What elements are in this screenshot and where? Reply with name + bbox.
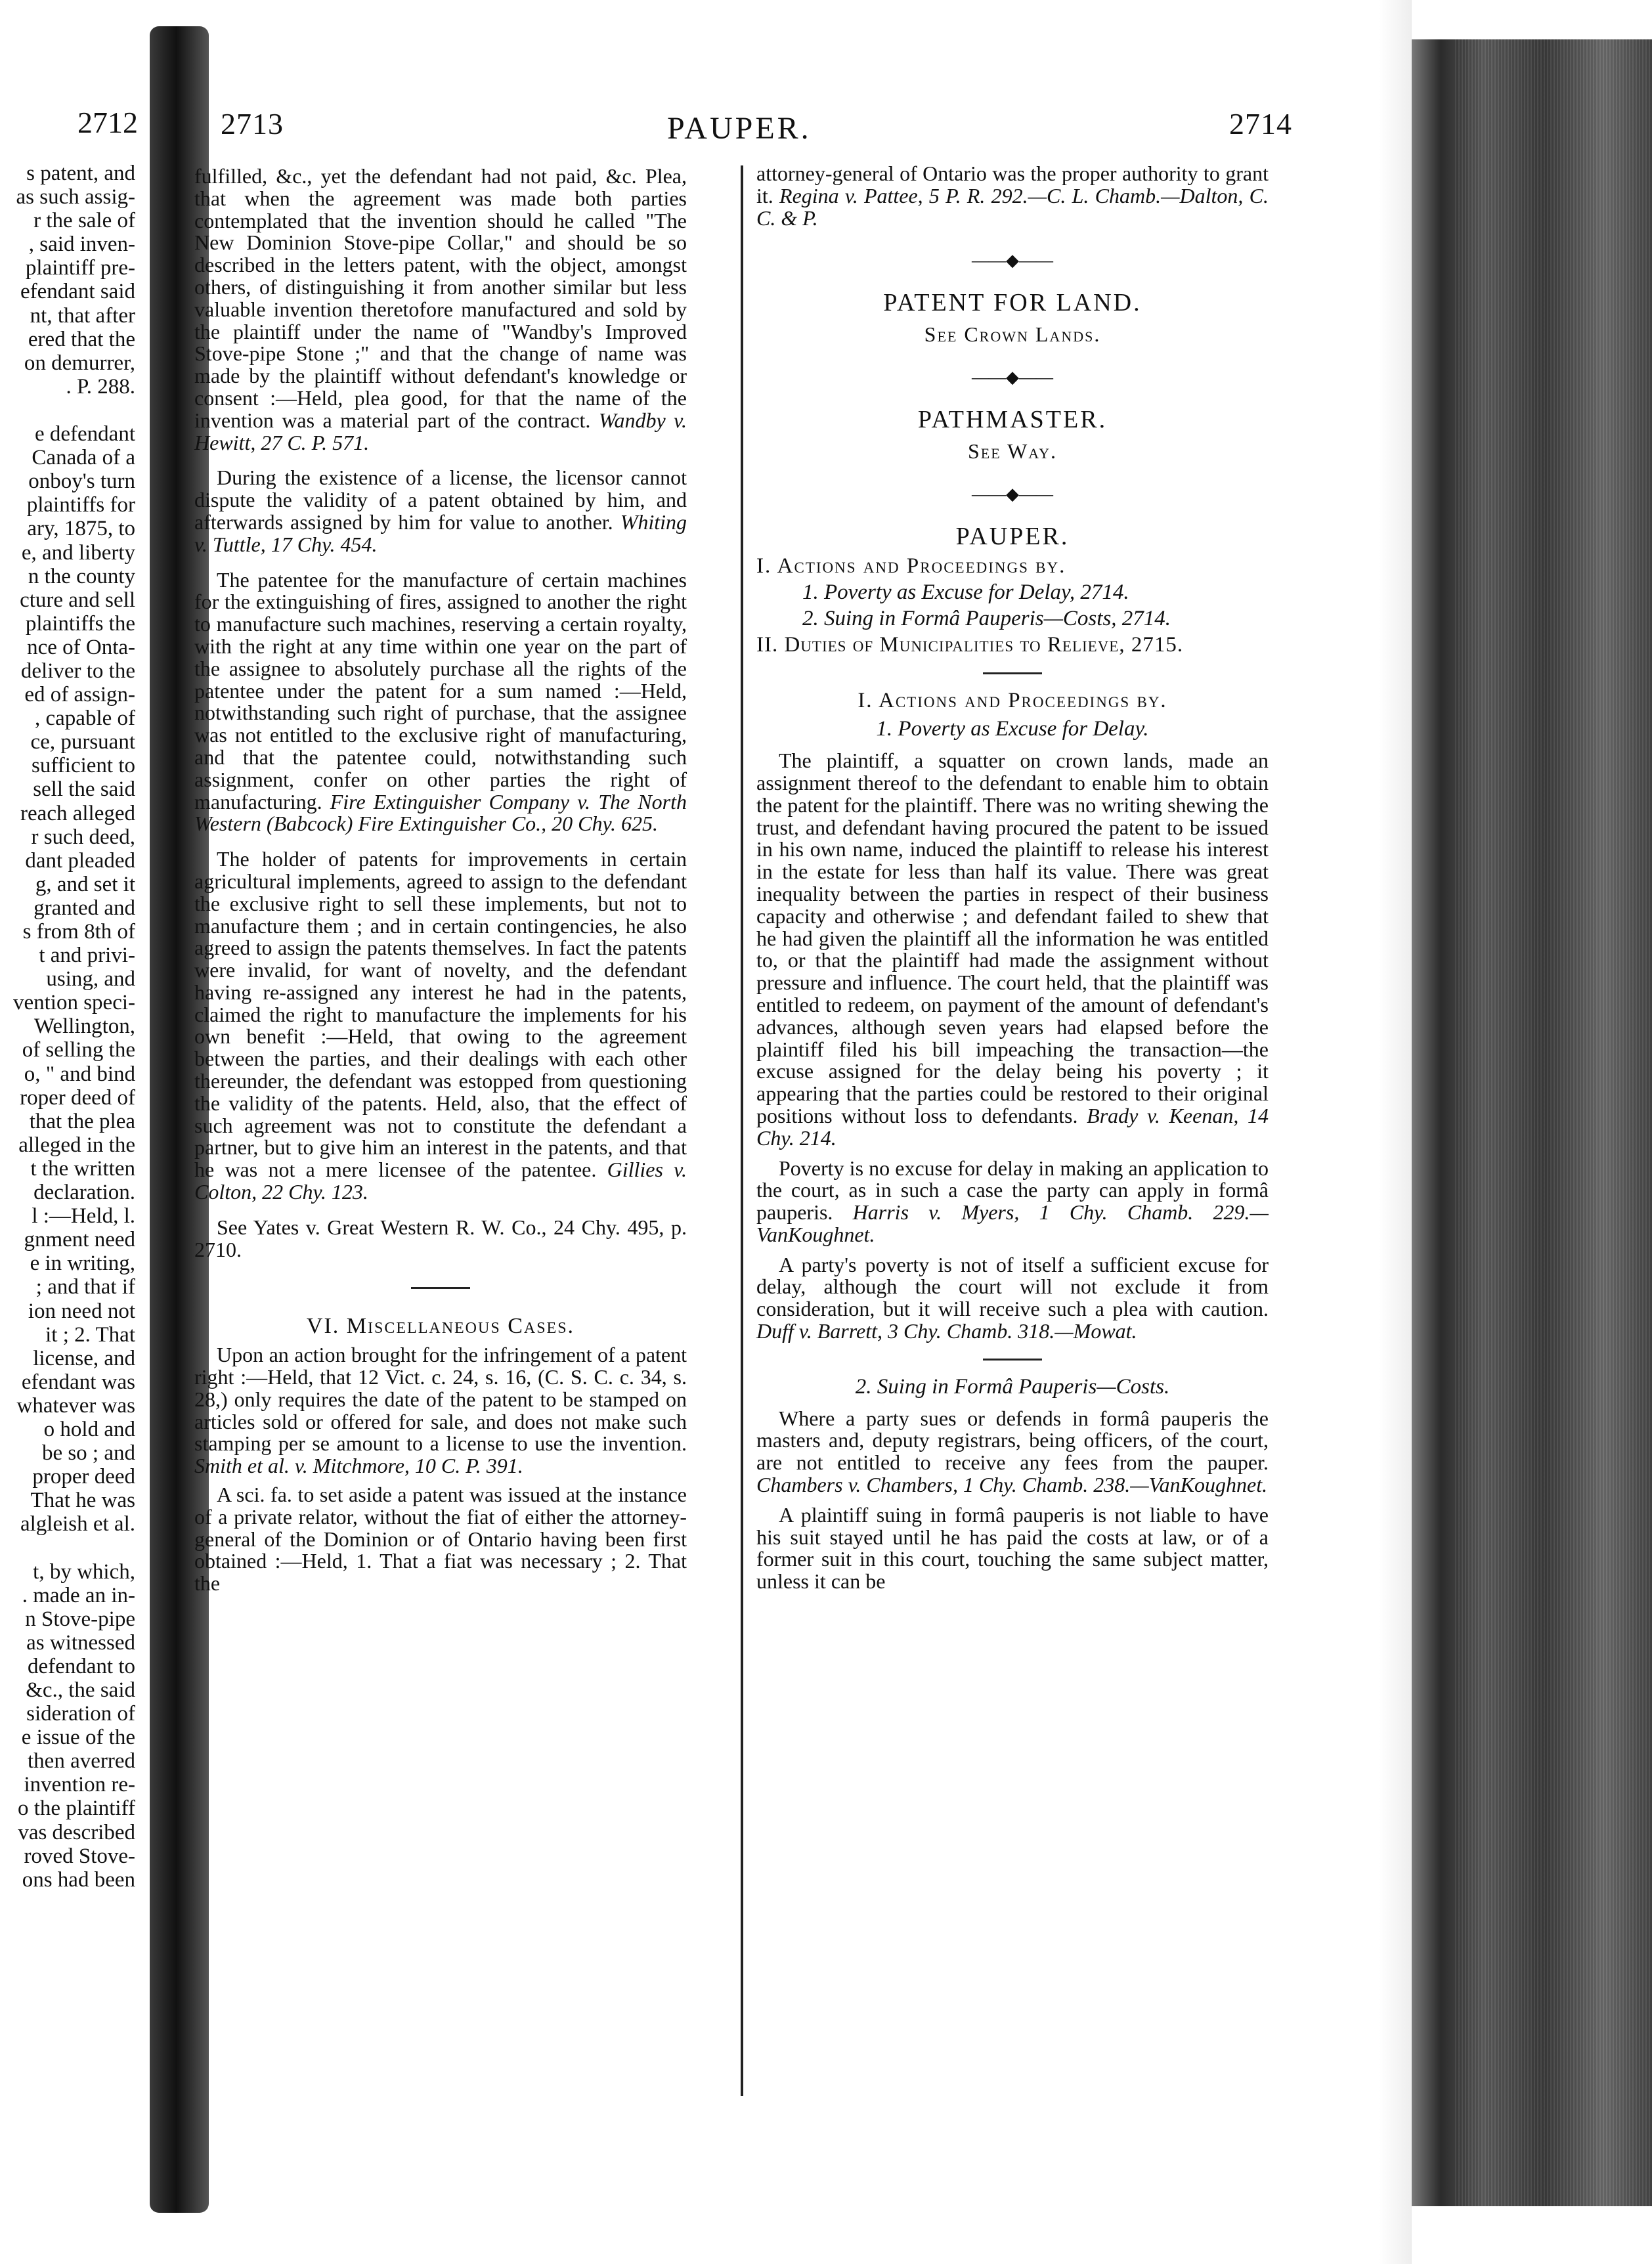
- left-page-line: r the sale of: [33, 209, 135, 233]
- left-page-line: plaintiffs for: [26, 493, 135, 517]
- ornament: ——◆——: [972, 484, 1053, 504]
- left-page-line: that the plea: [29, 1109, 135, 1133]
- paragraph: The plaintiff, a squatter on crown lands, made an assignment thereof to the defendant to enable him to obtain the patent for the plaintiff. There was no writing shewing the trust, and defendant having procured the patent to be issued in his own name, induced the plaintiff to release his interest in the estate for less than half its value. There was great inequality between the parties in respect of their business capacity and otherwise ; and defendant failed to shew that he had given the plaintiff all the information he was entitled to, or that the plaintiff had made the assignment without pressure and influence. The court held, that the plaintiff was entitled to redeem, on payment of the amount of defendant's advances, although seven years had elapsed before the plaintiff filed his bill impeaching the transaction—the excuse assigned for the delay being his poverty ; it appearing that the parties could be restored to their original positions without loss to defendants. Brady v. Keenan, 14 Chy. 214.: [756, 749, 1269, 1150]
- left-page-line: ; and that if: [35, 1275, 135, 1299]
- left-page-line: n the county: [28, 564, 135, 588]
- paragraph: attorney-general of Ontario was the proper authority to grant it. Regina v. Pattee, 5 P. R. 292.—C. L. Chamb.—Dalton, C. C. & P.: [756, 162, 1269, 230]
- ornament: ——◆——: [972, 367, 1053, 387]
- left-page-line: t, by which,: [33, 1559, 135, 1584]
- cross-reference: See Crown Lands.: [924, 322, 1101, 347]
- paragraph: A plaintiff suing in formâ pauperis is not liable to have his suit stayed until he has paid the costs at law, or of a former suit in this court, touching the same subject matter, unless it can be: [756, 1502, 1269, 1594]
- subsection-heading: 2. Suing in Formâ Pauperis—Costs.: [855, 1374, 1170, 1399]
- column-right: [756, 163, 1269, 1593]
- paragraph: The patentee for the manufacture of certain machines for the extinguishing of fires, assigned to another the right to manufacture such machines, reserving a certain royalty, with the right at any time within one year on the part of the assignee to absolutely purchase all the rights of the patentee under the patent for a sum named :—Held, notwithstanding such right of purchase, that the assignee was not entitled to the exclusive right of manufacturing, and that the patentee could, notwithstanding such assignment, confer on other parties the right of manufacturing. Fire Extinguisher Company v. The North Western (Babcock) Fire Extinguisher Co., 20 Chy. 625.: [194, 567, 687, 836]
- toc-item: 2. Suing in Formâ Pauperis—Costs, 2714.: [802, 606, 1171, 630]
- toc-item: I. Actions and Proceedings by.: [756, 554, 1066, 578]
- column-divider: [741, 165, 743, 2096]
- left-page-line: algleish et al.: [20, 1512, 135, 1536]
- left-page-line: plaintiffs the: [25, 611, 135, 636]
- left-page-line: sideration of: [26, 1702, 135, 1726]
- column-left: [194, 165, 687, 1595]
- left-page-line: nt, that after: [30, 303, 135, 328]
- left-page-fragment: [0, 0, 152, 2264]
- entry-title-patent-for-land: PATENT FOR LAND.: [883, 289, 1142, 317]
- toc-item: 1. Poverty as Excuse for Delay, 2714.: [802, 580, 1129, 605]
- see-also-note: See Yates v. Great Western R. W. Co., 24 Chy. 495, p. 2710.: [194, 1215, 687, 1261]
- section-heading: VI. Miscellaneous Cases.: [306, 1314, 575, 1339]
- left-page-line: dant pleaded: [25, 848, 135, 873]
- left-page-line: roved Stove-: [24, 1844, 135, 1868]
- top-margin: [1412, 0, 1652, 39]
- left-page-line: granted and: [33, 896, 135, 920]
- entry-title-pathmaster: PATHMASTER.: [917, 405, 1108, 433]
- section-heading: I. Actions and Proceedings by.: [858, 688, 1167, 712]
- subsection-heading: 1. Poverty as Excuse for Delay.: [876, 717, 1149, 741]
- book-edge-pages: [1412, 39, 1652, 2206]
- ornament: ——◆——: [972, 251, 1053, 271]
- left-page-line: ons had been: [22, 1867, 135, 1892]
- left-page-line: . made an in-: [22, 1583, 135, 1607]
- paragraph: During the existence of a license, the licensor cannot dispute the validity of a patent obtained by him, and afterwards assigned by him for value to another. Whiting v. Tuttle, 17 Chy. 454.: [194, 466, 687, 556]
- left-page-line: onboy's turn: [28, 469, 135, 494]
- left-page-line: sell the said: [33, 777, 135, 802]
- left-page-line: g, and set it: [35, 872, 135, 896]
- left-page-line: Wellington,: [33, 1014, 135, 1039]
- left-page-line: sufficient to: [32, 754, 135, 778]
- left-page-line: nce of Onta-: [27, 635, 135, 659]
- left-page-line: reach alleged: [20, 801, 135, 825]
- left-page-line: proper deed: [32, 1465, 135, 1489]
- left-page-line: That he was: [30, 1489, 135, 1513]
- left-page-line: r such deed,: [31, 825, 135, 849]
- left-page-line: defendant to: [27, 1654, 135, 1678]
- header-right-number: 2714: [1229, 107, 1292, 141]
- left-page-line: efendant said: [20, 280, 135, 304]
- left-page-line: e in writing,: [30, 1252, 135, 1276]
- left-page-line: &c., the said: [26, 1678, 135, 1702]
- toc-item: II. Duties of Municipalities to Relieve, 2715.: [756, 632, 1184, 657]
- section-rule: [411, 1287, 470, 1289]
- left-page-line: t and privi-: [39, 944, 135, 968]
- left-page-line: be so ; and: [41, 1441, 135, 1466]
- table-of-contents: [756, 555, 1269, 656]
- left-page-text: [0, 162, 135, 1892]
- left-page-line: ed of assign-: [24, 683, 135, 707]
- left-page-line: e issue of the: [21, 1726, 135, 1750]
- paragraph: Poverty is no excuse for delay in making an application to the court, as in such a case the party can apply in formâ pauperis. Harris v. Myers, 1 Chy. Chamb. 229.—VanKoughnet.: [756, 1156, 1269, 1246]
- left-page-line: alleged in the: [18, 1133, 135, 1157]
- left-page-line: vas described: [18, 1820, 135, 1844]
- left-page-line: invention re-: [24, 1773, 135, 1797]
- left-page-line: t the written: [30, 1156, 135, 1181]
- left-page-line: o, " and bind: [24, 1062, 135, 1086]
- section-rule: [983, 672, 1042, 674]
- left-page-line: then averred: [28, 1749, 135, 1774]
- paragraph: The holder of patents for improvements in certain agricultural implements, agreed to assign to the defendant the exclusive right to sell these implements, but not to manufacture them ; and in certain contingencies, he also agreed to assign the patents themselves. In fact the patents were invalid, for want of novelty, and the defendant having re-assigned any interest he had in the patents, claimed the right to manufacture the implements for his own benefit :—Held, that owing to the agreement between the parties, and their dealings with each other thereunder, the defendant was estopped from questioning the validity of the patents. Held, also, that the effect of such agreement was not to constitute the defendant a partner, but to give him an interest in the patents, and that he was not a mere licensee of the patentee. Gillies v. Colton, 22 Chy. 123.: [194, 847, 687, 1204]
- left-page-line: of selling the: [22, 1038, 135, 1062]
- left-page-line: gnment need: [24, 1228, 135, 1252]
- cross-reference: See Way.: [967, 439, 1058, 463]
- entry-title-pauper: PAUPER.: [955, 522, 1070, 550]
- left-page-line: plaintiff pre-: [25, 256, 135, 280]
- left-page-line: ary, 1875, to: [27, 517, 135, 541]
- paragraph: fulfilled, &c., yet the defendant had not paid, &c. Plea, that when the agreement was made both parties contemplated that the invention should he called "The New Dominion Stove-pipe Collar," and should be so described in the letters patent, with the object, amongst others, of distinguishing it from another similar but less valuable invention theretofore manufactured and sold by the plaintiff under the name of "Wandby's Improved Stove-pipe Stone ;" and that the change of name was made by the plaintiff without defendant's knowledge or consent :—Held, plea good, for that the name of the invention was a material part of the contract. Wandby v. Hewitt, 27 C. P. 571.: [194, 164, 687, 454]
- paragraph: A sci. fa. to set aside a patent was issued at the instance of a private relator, without the fiat of either the attorney-general of the Dominion or of Ontario having been first obtained :—Held, 1. That a fiat was necessary ; 2. That the: [194, 1483, 687, 1596]
- left-page-line: e defendant: [35, 422, 135, 446]
- left-page-line: Canada of a: [32, 446, 135, 470]
- left-page-line: e, and liberty: [21, 540, 135, 565]
- left-page-line: . P. 288.: [66, 374, 135, 399]
- bottom-margin: [1412, 2206, 1652, 2264]
- left-page-line: n Stove-pipe: [25, 1607, 135, 1631]
- left-page-line: whatever was: [16, 1393, 135, 1418]
- header-left-number: 2713: [221, 107, 284, 141]
- left-page-line: [0, 399, 135, 422]
- left-page-line: on demurrer,: [24, 351, 135, 375]
- left-page-line: declaration.: [33, 1181, 135, 1205]
- left-page-line: as witnessed: [26, 1630, 135, 1655]
- left-page-line: it ; 2. That: [45, 1322, 135, 1347]
- left-page-number: 2712: [77, 106, 138, 139]
- left-page-line: o the plaintiff: [17, 1796, 135, 1821]
- paragraph: Where a party sues or defends in formâ pauperis the masters and, deputy registrars, being officers, of the court, are not entitled to receive any fees from the pauper. Chambers v. Chambers, 1 Chy. Chamb. 238.—VanKoughnet.: [756, 1406, 1269, 1497]
- left-page-line: efendant was: [21, 1370, 135, 1394]
- left-page-line: s from 8th of: [22, 920, 135, 944]
- left-page-line: deliver to the: [20, 659, 135, 683]
- left-page-line: vention speci-: [12, 991, 135, 1015]
- left-page-line: using, and: [46, 967, 135, 991]
- left-page-line: , capable of: [35, 707, 135, 731]
- left-page-line: cture and sell: [20, 588, 135, 612]
- running-title: PAUPER.: [667, 111, 812, 146]
- left-page-line: license, and: [33, 1346, 135, 1370]
- left-page-line: [0, 1536, 135, 1559]
- left-page-line: , said inven-: [28, 232, 135, 257]
- left-page-line: roper deed of: [20, 1085, 135, 1110]
- left-page-line: ce, pursuant: [30, 730, 135, 754]
- left-page-line: as such assig-: [16, 185, 135, 209]
- section-rule: [983, 1359, 1042, 1361]
- paragraph: Upon an action brought for the infringement of a patent right :—Held, that 12 Vict. c. 24, s. 16, (C. S. C. c. 34, s. 28,) only requires the date of the patent to be stamped on articles sold or offered for sale, and does not make such stamping per se amount to a license to use the invention. Smith et al. v. Mitchmore, 10 C. P. 391.: [194, 1343, 687, 1478]
- paragraph: A party's poverty is not of itself a sufficient excuse for delay, although the court will not exclude it from consideration, but it will receive such a plea with caution. Duff v. Barrett, 3 Chy. Chamb. 318.—Mowat.: [756, 1252, 1269, 1343]
- left-page-line: ion need not: [28, 1299, 135, 1323]
- left-page-line: s patent, and: [26, 162, 135, 185]
- left-page-line: o hold and: [43, 1417, 135, 1441]
- left-page-line: ered that the: [28, 327, 135, 351]
- left-page-line: l :—Held, l.: [32, 1204, 135, 1229]
